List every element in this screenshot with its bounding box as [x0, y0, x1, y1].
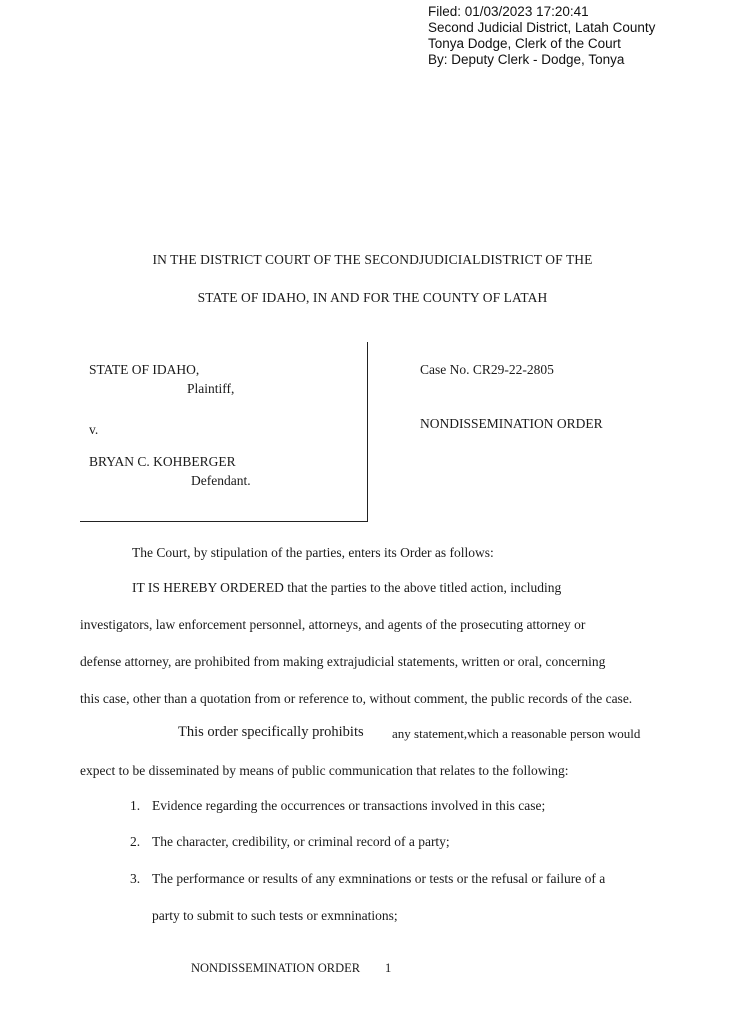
filed-district: Second Judicial District, Latah County — [428, 20, 656, 35]
list-item: The character, credibility, or criminal record of a party; — [152, 834, 450, 849]
filed-clerk: Tonya Dodge, Clerk of the Court — [428, 36, 621, 51]
plaintiff-name: STATE OF IDAHO, — [89, 362, 200, 377]
list-item: Evidence regarding the occurrences or transactions involved in this case; — [152, 798, 546, 813]
list-item: The performance or results of any exmninations or tests or the refusal or failure of a — [152, 871, 606, 886]
prohibits-line-1b: any statement,which a reasonable person would — [392, 726, 641, 741]
footer-label: NONDISSEMINATION ORDER — [191, 961, 361, 975]
order-line-3: defense attorney, are prohibited from making extrajudicial statements, written or oral, concerning — [80, 654, 606, 669]
case-number: Case No. CR29-22-2805 — [420, 362, 554, 377]
order-line-4: this case, other than a quotation from or reference to, without comment, the public records of the case. — [80, 691, 633, 706]
court-header-line2: STATE OF IDAHO, IN AND FOR THE COUNTY OF LATAH — [197, 290, 548, 305]
caption-vertical-divider — [367, 342, 368, 522]
defendant-name: BRYAN C. KOHBERGER — [89, 454, 236, 469]
defendant-role: Defendant. — [191, 473, 251, 488]
order-line-1: IT IS HEREBY ORDERED that the parties to the above titled action, including — [132, 580, 562, 595]
list-item-number: 1. — [130, 798, 141, 813]
intro-paragraph: The Court, by stipulation of the parties, enters its Order as follows: — [132, 545, 494, 560]
prohibits-line-2: expect to be disseminated by means of public communication that relates to the following: — [80, 763, 569, 778]
list-item-continuation: party to submit to such tests or exmninations; — [152, 908, 398, 923]
list-item-number: 3. — [130, 871, 141, 886]
page-number: 1 — [385, 961, 392, 975]
list-item-number: 2. — [130, 834, 141, 849]
filed-deputy: By: Deputy Clerk - Dodge, Tonya — [428, 52, 625, 67]
versus: v. — [89, 422, 99, 437]
plaintiff-role: Plaintiff, — [187, 381, 235, 396]
caption-horizontal-divider — [80, 521, 368, 522]
filing-stamp — [428, 4, 655, 68]
order-line-2: investigators, law enforcement personnel, attorneys, and agents of the prosecuting attorney or — [80, 617, 586, 632]
court-header-line1: IN THE DISTRICT COURT OF THE SECONDJUDICIALDISTRICT OF THE — [152, 252, 593, 267]
prohibits-line-1a: This order specifically prohibits — [178, 724, 364, 740]
filed-datetime: Filed: 01/03/2023 17:20:41 — [428, 4, 589, 19]
order-title: NONDISSEMINATION ORDER — [420, 416, 603, 431]
